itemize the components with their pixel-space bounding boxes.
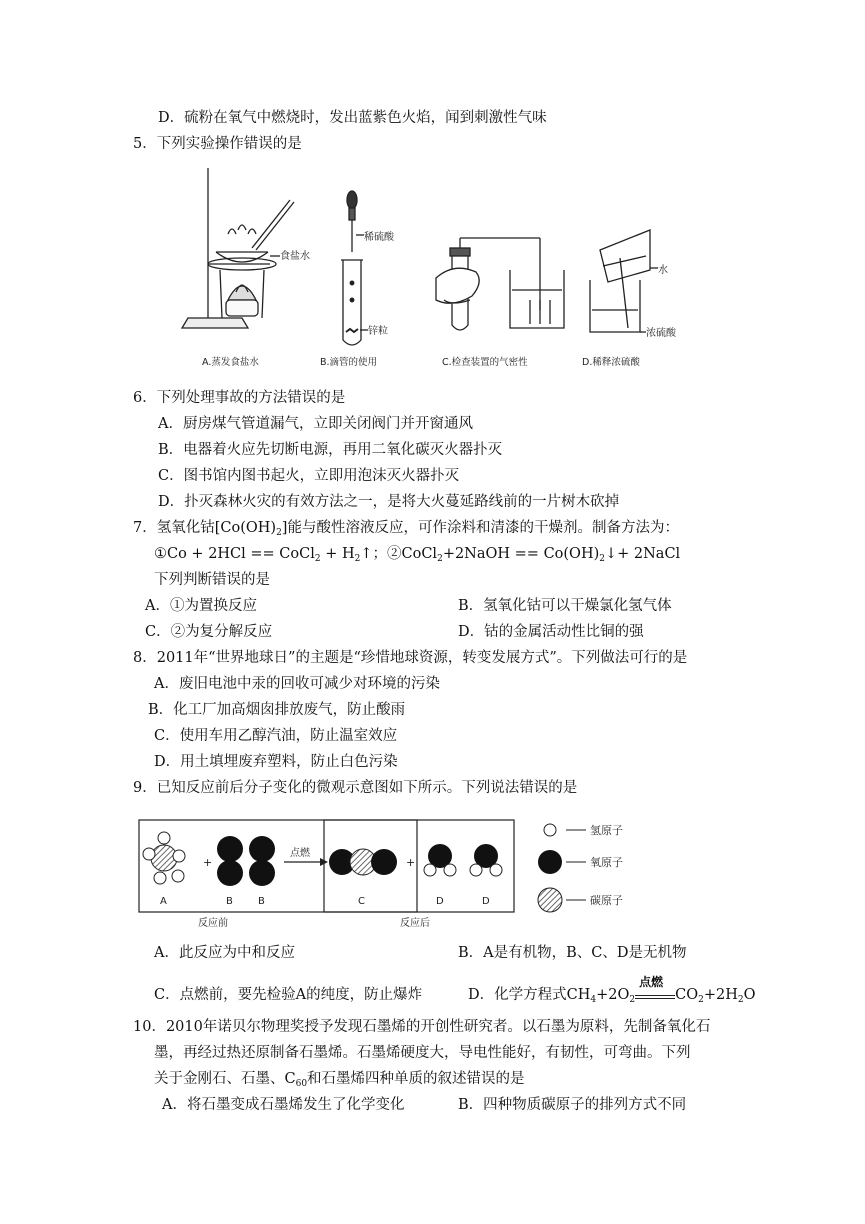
q10-line-1: 10．2010年诺贝尔物理奖授予发现石墨烯的开创性研究者。以石墨为原料，先制备氧化石 — [133, 1019, 711, 1035]
q6-stem: 6．下列处理事故的方法错误的是 — [133, 390, 346, 406]
q7-option-c: C．②为复分解反应 — [145, 624, 273, 640]
caption-b: B.滴管的使用 — [320, 357, 378, 368]
q10-line-3: 关于金刚石、石墨、$C_{60}$和石墨烯四种单质的叙述错误的是 — [154, 1071, 525, 1089]
caption-c: C.检查装置的气密性 — [442, 357, 528, 368]
molecule-a — [143, 832, 185, 884]
label-zinc: 锌粒 — [368, 326, 388, 337]
q6-option-d: D．扑灭森林火灾的有效方法之一，是将大火蔓延路线前的一片树木砍掉 — [158, 494, 620, 510]
label-saltwater: 食盐水 — [280, 251, 310, 262]
q9-stem: 9．已知反应前后分子变化的微观示意图如下所示。下列说法错误的是 — [133, 780, 578, 796]
caption-d: D.稀释浓硫酸 — [582, 357, 640, 368]
legend-oxygen: 氧原子 — [590, 856, 623, 869]
airtight-apparatus — [436, 238, 564, 330]
plus-2: + — [406, 856, 416, 869]
plus-1: + — [203, 856, 213, 869]
dropper-apparatus — [341, 191, 368, 345]
q4-option-d: D．硫粉在氧气中燃烧时，发出蓝紫色火焰，闻到刺激性气味 — [158, 110, 547, 126]
q8-stem: 8．2011年“世界地球日”的主题是“珍惜地球资源，转变发展方式”。下列做法可行的是 — [133, 650, 688, 666]
q7-stem: 7．氢氧化钴$[Co(OH)_2]$能与酸性溶液反应，可作涂料和清漆的干燥剂。制备方法为： — [133, 520, 679, 538]
molecule-d-2 — [470, 844, 502, 876]
q8-option-b: B．化工厂加高烟囱排放废气，防止酸雨 — [148, 702, 406, 718]
label-dilute-acid: 稀硫酸 — [364, 232, 394, 243]
q6-option-c: C．图书馆内图书起火，立即用泡沫灭火器扑灭 — [158, 468, 460, 484]
q8-option-c: C．使用车用乙醇汽油，防止温室效应 — [154, 728, 398, 744]
arrow-label: 点燃 — [290, 848, 310, 859]
label-water: 水 — [658, 265, 668, 276]
mol-label-b1: B — [226, 896, 233, 907]
q9-option-b: B．A是有机物，B、C、D是无机物 — [458, 945, 687, 961]
molecule-c — [329, 849, 397, 875]
q7-option-d: D．钴的金属活动性比铜的强 — [458, 624, 644, 640]
legend-o-symbol — [538, 850, 562, 874]
caption-a: A.蒸发食盐水 — [202, 357, 259, 368]
q9-option-c: C．点燃前，要先检验A的纯度，防止爆炸 — [154, 987, 423, 1003]
q7-sub: 下列判断错误的是 — [154, 572, 270, 588]
q7-equations: ①Co + 2HCl == CoCl$_2$ + $H_2↑$；②CoCl$_2$+2NaOH == $Co(OH)_2↓+$ 2NaCl — [154, 546, 681, 564]
legend-hydrogen: 氢原子 — [590, 824, 623, 837]
label-conc-acid: 浓硫酸 — [646, 328, 676, 339]
q6-option-b: B．电器着火应先切断电源，再用二氧化碳灭火器扑灭 — [158, 442, 503, 458]
mol-label-d1: D — [436, 896, 444, 907]
molecule-b-1 — [217, 836, 243, 886]
reaction-condition: 点燃 — [635, 986, 675, 999]
q6-option-a: A．厨房煤气管道漏气，立即关闭阀门并开窗通风 — [158, 416, 473, 432]
evaporation-apparatus — [182, 168, 294, 328]
mol-label-b2: B — [258, 896, 265, 907]
legend-carbon: 碳原子 — [590, 894, 623, 907]
q10-option-a: A．将石墨变成石墨烯发生了化学变化 — [162, 1097, 405, 1113]
q10-line-2: 墨，再经过热还原制备石墨烯。石墨烯硬度大，导电性能好，有韧性，可弯曲。下列 — [154, 1045, 691, 1061]
q8-option-a: A．废旧电池中汞的回收可减少对环境的污染 — [154, 676, 440, 692]
q10-option-b: B．四种物质碳原子的排列方式不同 — [458, 1097, 687, 1113]
molecule-b-2 — [249, 836, 275, 886]
molecule-d-1 — [424, 844, 456, 876]
q7-option-b: B．氢氧化钴可以干燥氯化氢气体 — [458, 598, 672, 614]
q9-option-a: A．此反应为中和反应 — [154, 945, 295, 961]
q5-stem: 5．下列实验操作错误的是 — [133, 136, 302, 152]
label-before: 反应前 — [198, 918, 228, 929]
label-after: 反应后 — [400, 918, 430, 929]
legend-c-symbol — [538, 888, 562, 912]
dilution-apparatus — [590, 230, 658, 332]
mol-label-d2: D — [482, 896, 490, 907]
q9-molecule-figure — [138, 816, 668, 934]
q5-apparatus-figure — [180, 160, 680, 375]
mol-label-c: C — [358, 896, 365, 907]
q8-option-d: D．用土填埋废弃塑料，防止白色污染 — [154, 754, 398, 770]
q7-option-a: A．①为置换反应 — [145, 598, 257, 614]
q9-option-d: D．化学方程式$CH_4+2O_2$ 点燃 $CO_2+2H_2O$ — [468, 975, 756, 1005]
mol-label-a: A — [160, 896, 167, 907]
legend-h-symbol — [544, 824, 556, 836]
